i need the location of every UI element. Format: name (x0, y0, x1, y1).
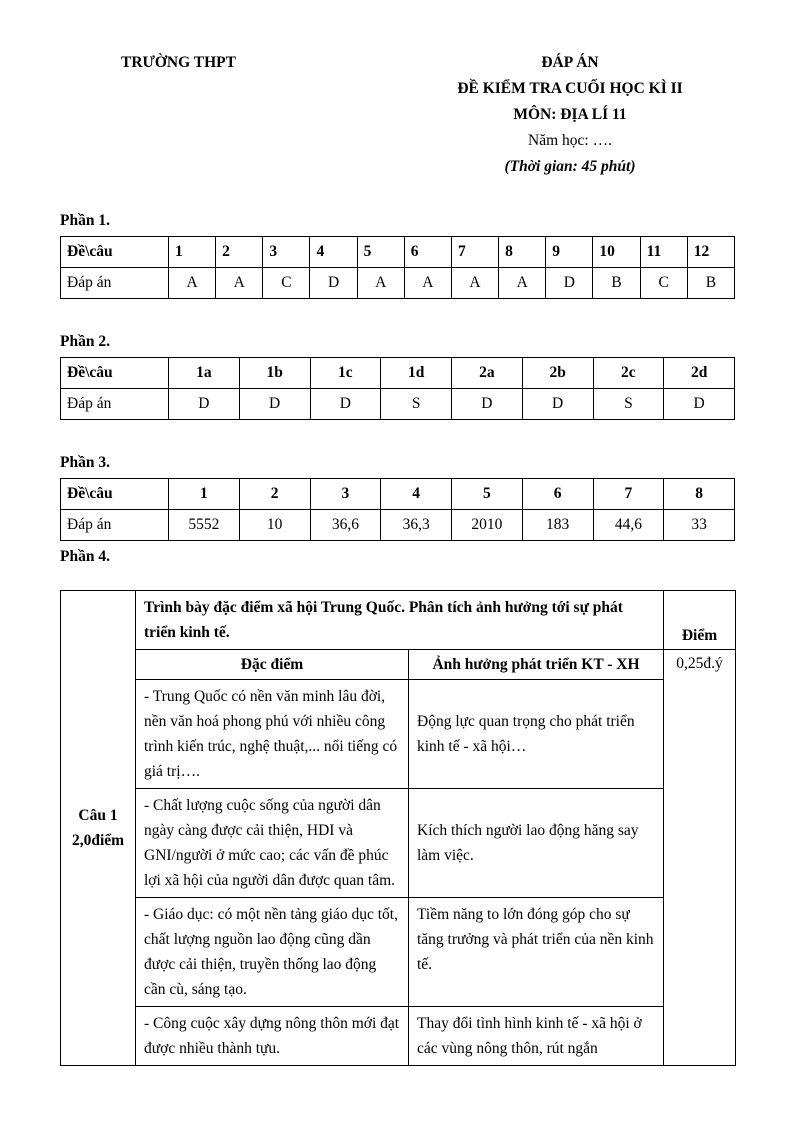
question-number-cell: 7 (593, 479, 664, 510)
question-number-cell: 2b (522, 358, 593, 389)
answer-cell: D (664, 389, 735, 420)
answer-cell: 5552 (169, 510, 240, 541)
question-number-cell: 1d (381, 358, 452, 389)
feature-cell: - Công cuộc xây dựng nông thôn mới đạt được nhiều thành tựu. (136, 1007, 409, 1066)
answer-cell: D (169, 389, 240, 420)
answer-cell: 10 (239, 510, 310, 541)
feature-cell: - Chất lượng cuộc sống của người dân ngày càng được cải thiện, HDI và GNI/người ở mức cao; các vấn đề phúc lợi xã hội của người dân được quan tâm. (136, 789, 409, 898)
question-number-cell: 3 (310, 479, 381, 510)
question-number-cell: 2a (452, 358, 523, 389)
answer-row-label: Đáp án (61, 268, 169, 299)
answer-cell: D (239, 389, 310, 420)
answer-cell: D (310, 268, 357, 299)
table-row (61, 591, 736, 650)
features-column-header: Đặc điểm (136, 650, 409, 680)
impact-cell: Thay đổi tình hình kinh tế - xã hội ở các vùng nông thôn, rút ngắn (409, 1007, 664, 1066)
answer-cell: A (499, 268, 546, 299)
answer-row-label: Đáp án (61, 510, 169, 541)
answer-cell: D (452, 389, 523, 420)
question-number-cell: 1 (169, 237, 216, 268)
answer-cell: A (404, 268, 451, 299)
answer-cell: 2010 (452, 510, 523, 541)
impact-cell: Động lực quan trọng cho phát triển kinh tế - xã hội… (409, 680, 664, 789)
exam-title: ĐỀ KIỂM TRA CUỐI HỌC KÌ II (457, 80, 683, 97)
corner-cell: Đề\câu (61, 358, 169, 389)
answer-cell: D (546, 268, 593, 299)
table-row (61, 650, 736, 680)
question-score: 2,0điểm (71, 832, 125, 849)
answer-cell: C (263, 268, 310, 299)
answer-cell: A (216, 268, 263, 299)
question-number-cell: 2d (664, 358, 735, 389)
question-number-cell: 1b (239, 358, 310, 389)
answer-cell: 33 (664, 510, 735, 541)
question-number-cell: 2 (216, 237, 263, 268)
feature-cell: - Giáo dục: có một nền tảng giáo dục tốt, chất lượng nguồn lao động cũng dần được cải thiện, truyền thống lao động cần cù, sáng tạo. (136, 898, 409, 1007)
answer-cell: A (169, 268, 216, 299)
question-number-cell: 2 (239, 479, 310, 510)
question-number-cell: 5 (452, 479, 523, 510)
school-year: Năm học: …. (528, 132, 612, 149)
question-number: Câu 1 (78, 807, 118, 824)
answer-cell: 36,6 (310, 510, 381, 541)
question-number-cell: 6 (522, 479, 593, 510)
table-answer-row (61, 268, 735, 299)
question-number-cell: 11 (640, 237, 687, 268)
exam-duration: (Thời gian: 45 phút) (504, 158, 636, 175)
question-number-cell: 1 (169, 479, 240, 510)
part3-answer-table (60, 478, 735, 541)
subject-title: MÔN: ĐỊA LÍ 11 (513, 106, 627, 123)
score-column-header: Điểm (664, 591, 736, 650)
table-header-row (61, 479, 735, 510)
table-row (61, 1007, 736, 1066)
answer-cell: D (310, 389, 381, 420)
question-title: Trình bày đặc điểm xã hội Trung Quốc. Phân tích ảnh hưởng tới sự phát triển kinh tế. (136, 591, 664, 650)
question-number-cell: 6 (404, 237, 451, 268)
table-row (61, 789, 736, 898)
table-header-row (61, 237, 735, 268)
question-number-cell: 3 (263, 237, 310, 268)
impact-cell: Kích thích người lao động hăng say làm việc. (409, 789, 664, 898)
table-row (61, 898, 736, 1007)
question-number-cell: 8 (664, 479, 735, 510)
answer-cell: A (357, 268, 404, 299)
part4-label: Phần 4. (60, 548, 110, 565)
impact-cell: Tiềm năng to lớn đóng góp cho sự tăng trưởng và phát triển của nền kinh tế. (409, 898, 664, 1007)
table-answer-row (61, 389, 735, 420)
school-name: TRƯỜNG THPT (121, 54, 236, 71)
corner-cell: Đề\câu (61, 237, 169, 268)
question-number-cell: 2c (593, 358, 664, 389)
question-cell (61, 591, 136, 1066)
table-row (61, 680, 736, 789)
part1-answer-table (60, 236, 735, 299)
answer-cell: C (640, 268, 687, 299)
question-number-cell: 1a (169, 358, 240, 389)
question-number-cell: 9 (546, 237, 593, 268)
corner-cell: Đề\câu (61, 479, 169, 510)
part1-label: Phần 1. (60, 212, 110, 229)
answer-cell: B (687, 268, 734, 299)
question-number-cell: 5 (357, 237, 404, 268)
question-number-cell: 7 (451, 237, 498, 268)
answer-cell: S (381, 389, 452, 420)
answer-cell: 183 (522, 510, 593, 541)
feature-cell: - Trung Quốc có nền văn minh lâu đời, nền văn hoá phong phú với nhiều công trình kiến trúc, nghệ thuật,... nổi tiếng có giá trị…. (136, 680, 409, 789)
part2-answer-table (60, 357, 735, 420)
answer-cell: D (522, 389, 593, 420)
question-number-cell: 10 (593, 237, 640, 268)
table-answer-row (61, 510, 735, 541)
part3-label: Phần 3. (60, 454, 110, 471)
part4-essay-table (60, 590, 736, 1066)
answer-cell: 44,6 (593, 510, 664, 541)
question-number-cell: 12 (687, 237, 734, 268)
answer-row-label: Đáp án (61, 389, 169, 420)
answer-cell: 36,3 (381, 510, 452, 541)
answer-cell: B (593, 268, 640, 299)
answer-cell: A (451, 268, 498, 299)
table-header-row (61, 358, 735, 389)
impact-column-header: Ảnh hưởng phát triển KT - XH (409, 650, 664, 680)
part2-label: Phần 2. (60, 333, 110, 350)
question-number-cell: 8 (499, 237, 546, 268)
document-header (392, 50, 748, 180)
question-number-cell: 1c (310, 358, 381, 389)
question-number-cell: 4 (310, 237, 357, 268)
score-value: 0,25đ.ý (664, 650, 736, 1066)
document-body (60, 212, 735, 1066)
answer-cell: S (593, 389, 664, 420)
answer-key-title: ĐÁP ÁN (541, 54, 599, 71)
question-number-cell: 4 (381, 479, 452, 510)
